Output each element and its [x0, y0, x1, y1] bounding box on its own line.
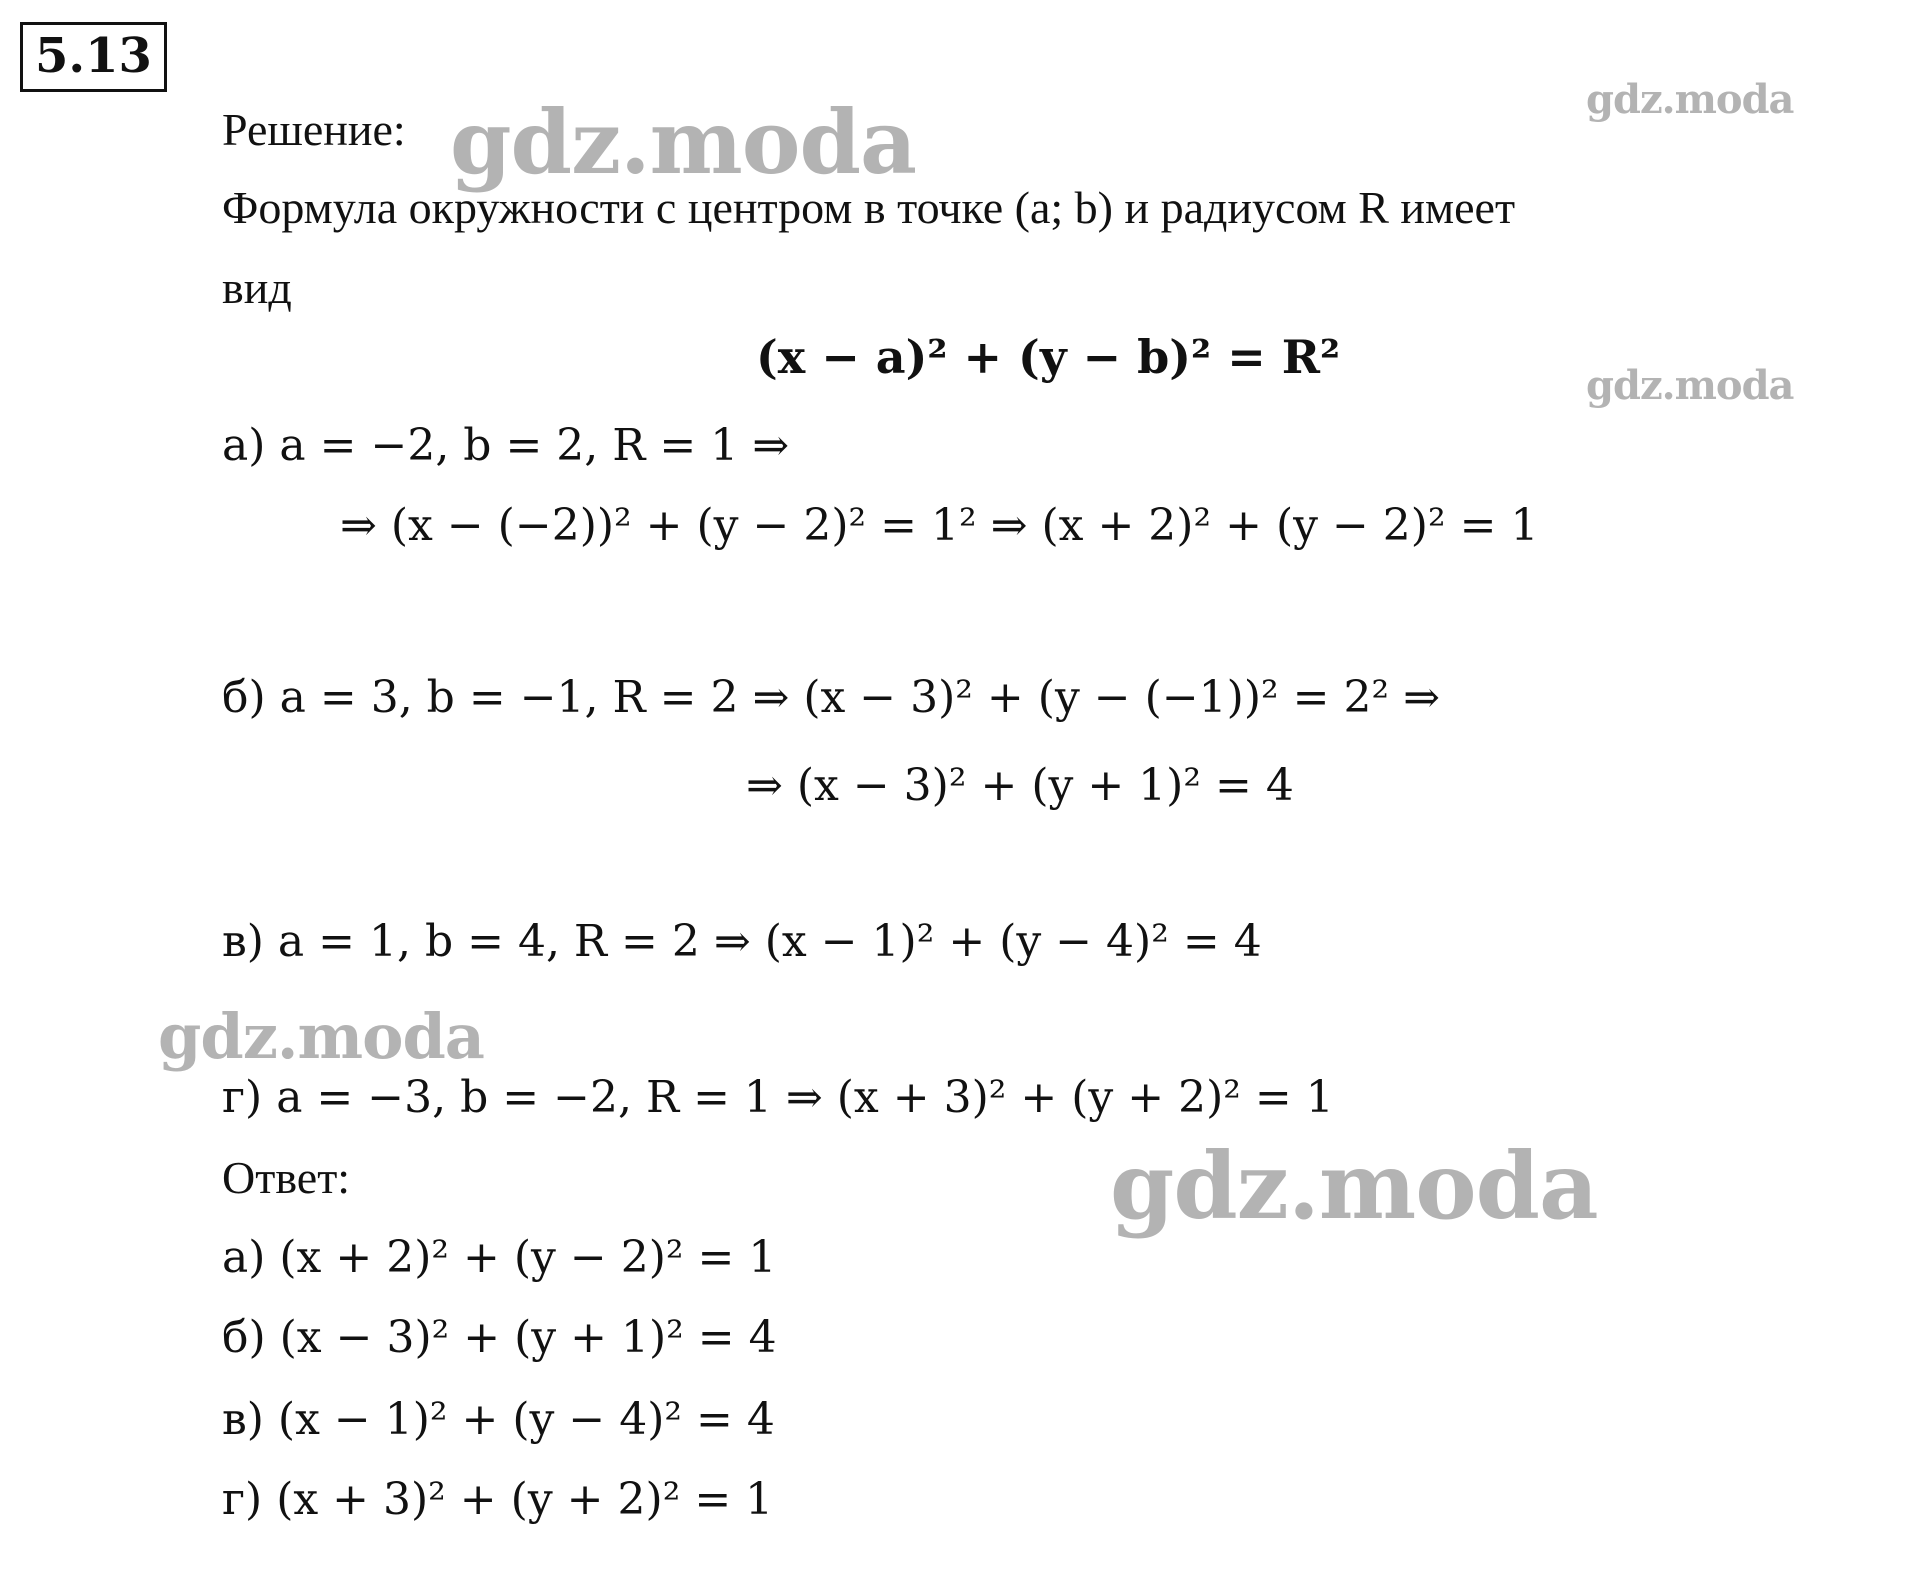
watermark: gdz.moda	[1110, 1132, 1598, 1240]
intro-line-1: Формула окружности с центром в точке (a; b) и радиусом R имеет	[222, 182, 1516, 233]
watermark: gdz.moda	[450, 90, 917, 194]
answer-g: г) (x + 3)² + (y + 2)² = 1	[222, 1474, 774, 1525]
answer-v: в) (x − 1)² + (y − 4)² = 4	[222, 1394, 775, 1445]
watermark: gdz.moda	[158, 1000, 484, 1073]
watermark: gdz.moda	[1586, 76, 1794, 123]
general-circle-formula: (x − a)² + (y − b)² = R²	[756, 330, 1341, 384]
problem-number: 5.13	[20, 22, 167, 92]
part-v-line: в) a = 1, b = 4, R = 2 ⇒ (x − 1)² + (y − 4)² = 4	[222, 916, 1262, 967]
part-a-line-2: ⇒ (x − (−2))² + (y − 2)² = 1² ⇒ (x + 2)² + (y − 2)² = 1	[340, 500, 1539, 551]
answer-a: а) (x + 2)² + (y − 2)² = 1	[222, 1232, 777, 1283]
part-g-line: г) a = −3, b = −2, R = 1 ⇒ (x + 3)² + (y + 2)² = 1	[222, 1072, 1334, 1123]
part-b-line-2: ⇒ (x − 3)² + (y + 1)² = 4	[746, 760, 1294, 811]
intro-line-2: вид	[222, 262, 292, 313]
watermark: gdz.moda	[1586, 362, 1794, 409]
answer-b: б) (x − 3)² + (y + 1)² = 4	[222, 1312, 777, 1363]
solution-label: Решение:	[222, 104, 406, 155]
part-b-line-1: б) a = 3, b = −1, R = 2 ⇒ (x − 3)² + (y − (−1))² = 2² ⇒	[222, 672, 1440, 723]
part-a-line-1: а) a = −2, b = 2, R = 1 ⇒	[222, 420, 790, 471]
answer-label: Ответ:	[222, 1152, 351, 1203]
